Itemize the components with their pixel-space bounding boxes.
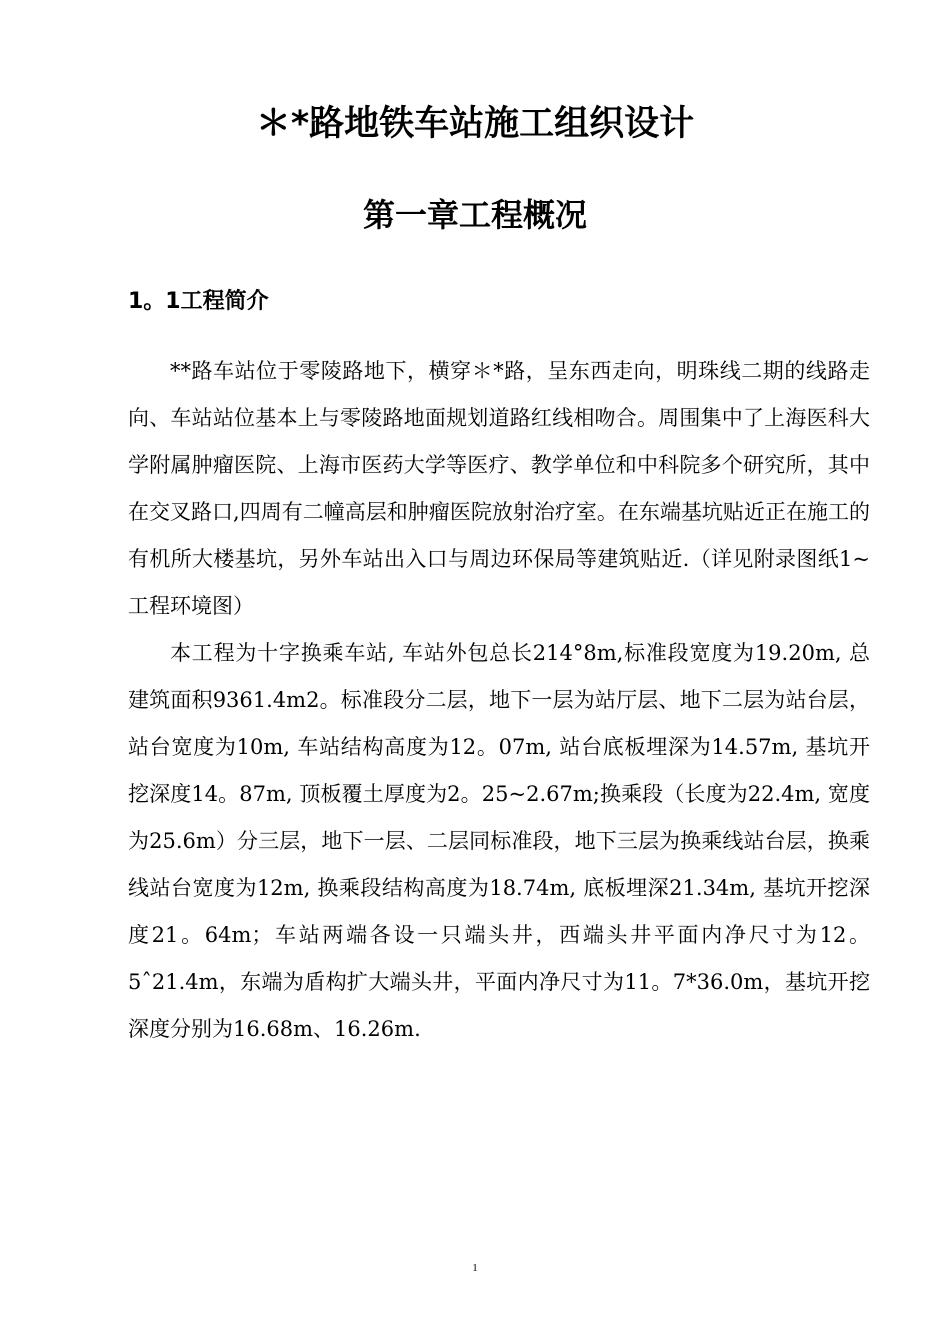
document-title: ＊*路地铁车站施工组织设计 [255, 104, 695, 144]
paragraph: 本工程为十字换乘车站, 车站外包总长214°8m,标准段宽度为19.20m, 总建筑面积9361.4m2。标准段分二层，地下一层为站厅层、地下二层为站台层，站台宽度为10m, 车站结构高度为12。07m, 站台底板埋深为14.57m, 基坑开挖深度14。87m, 顶板覆土厚度为2。25~2.67m;换乘段（长度为22.4m, 宽度为25.6m）分三层，地下一层、二层同标准段，地下三层为换乘线站台层，换乘线站台宽度为12m, 换乘段结构高度为18.74m, 底板埋深21.34m, 基坑开挖深度21。64m；车站两端各设一只端头井，西端头井平面内净尺寸为12。5ˆ21.4m，东端为盾构扩大端头井，平面内净尺寸为11。7*36.0m，基坑开挖深度分别为16.68m、16.26m. [128, 641, 870, 1041]
paragraph: **路车站位于零陵路地下，横穿＊*路，呈东西走向，明珠线二期的线路走向、车站站位基本上与零陵路地面规划道路红线相吻合。周围集中了上海医科大学附属肿瘤医院、上海市医药大学等医疗、教学单位和中科院多个研究所，其中在交叉路口,四周有二幢高层和肿瘤医院放射治疗室。在东端基坑贴近正在施工的有机所大楼基坑，另外车站出入口与周边环保局等建筑贴近.（详见附录图纸1~工程环境图） [128, 359, 870, 618]
page-number: 1 [472, 1262, 478, 1274]
section-title: 1。1工程简介 [128, 289, 269, 314]
chapter-title: 第一章工程概况 [362, 196, 587, 234]
body-text [128, 348, 870, 1053]
